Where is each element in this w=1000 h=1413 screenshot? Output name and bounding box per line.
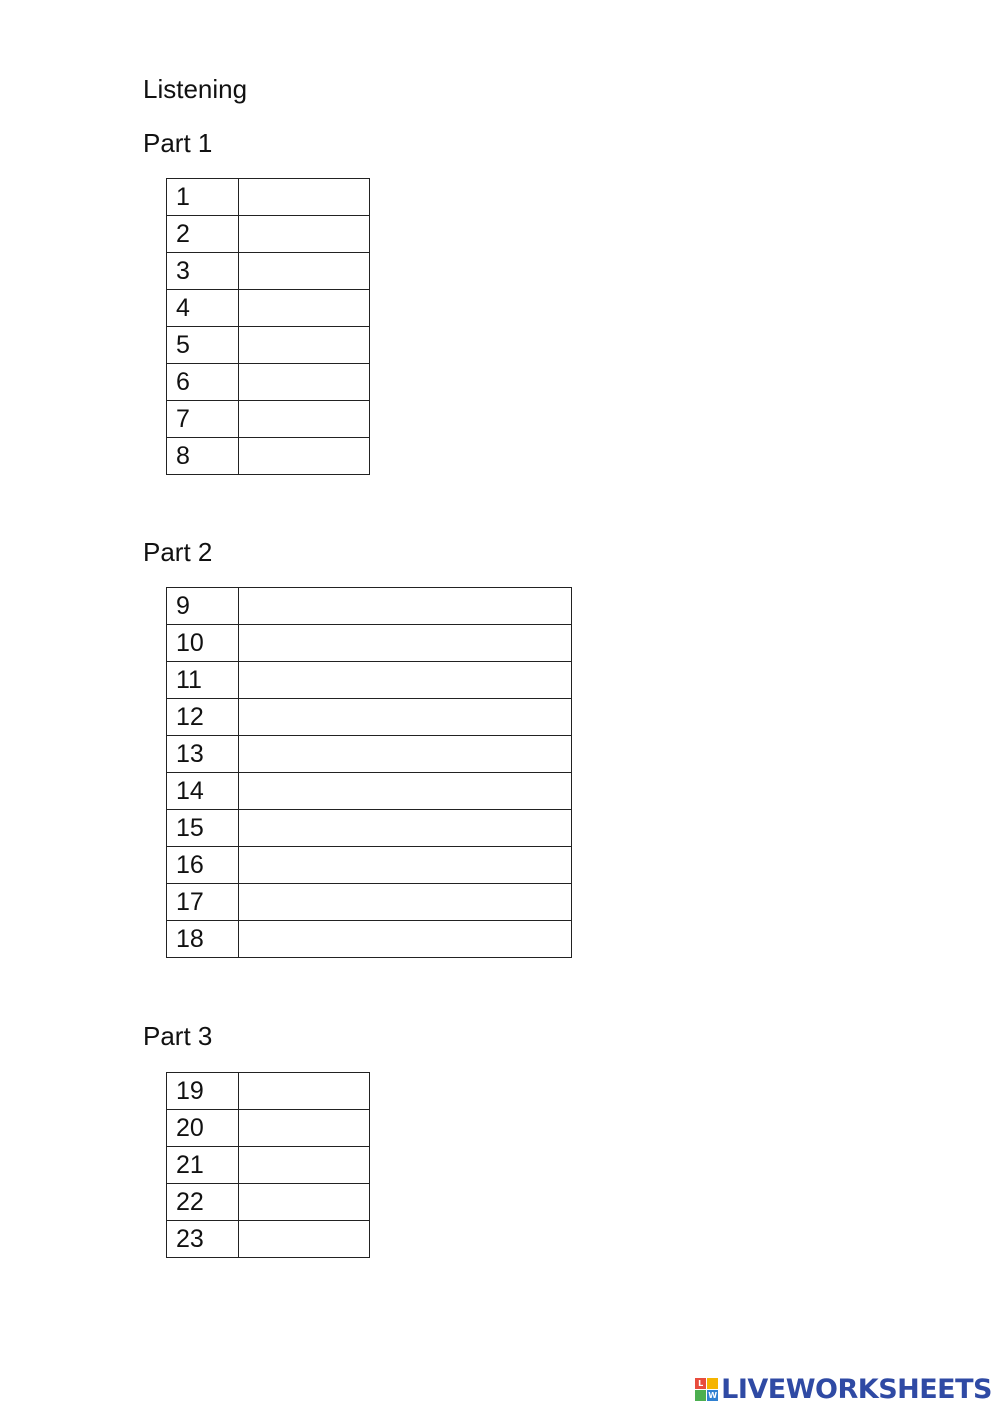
answer-cell[interactable] xyxy=(239,364,370,401)
question-number: 19 xyxy=(167,1073,239,1110)
question-number: 21 xyxy=(167,1147,239,1184)
question-number: 22 xyxy=(167,1184,239,1221)
table-row xyxy=(167,1147,370,1184)
question-number: 2 xyxy=(167,216,239,253)
question-number: 9 xyxy=(167,588,239,625)
logo-square xyxy=(695,1390,706,1401)
question-number: 5 xyxy=(167,327,239,364)
question-number: 16 xyxy=(167,847,239,884)
question-number: 1 xyxy=(167,179,239,216)
table-row xyxy=(167,588,572,625)
part-1-answer-table xyxy=(166,178,370,475)
answer-cell[interactable] xyxy=(239,662,572,699)
answer-cell[interactable] xyxy=(239,1184,370,1221)
question-number: 14 xyxy=(167,773,239,810)
part-2-heading: Part 2 xyxy=(143,537,213,567)
question-number: 15 xyxy=(167,810,239,847)
logo-square: W xyxy=(708,1391,718,1400)
question-number: 6 xyxy=(167,364,239,401)
table-row xyxy=(167,179,370,216)
answer-cell[interactable] xyxy=(239,921,572,958)
table-row xyxy=(167,810,572,847)
answer-cell[interactable] xyxy=(239,1147,370,1184)
answer-cell[interactable] xyxy=(239,884,572,921)
table-row xyxy=(167,1184,370,1221)
part-1-heading: Part 1 xyxy=(143,128,213,158)
table-row xyxy=(167,921,572,958)
question-number: 11 xyxy=(167,662,239,699)
table-row xyxy=(167,253,370,290)
answer-cell[interactable] xyxy=(239,625,572,662)
question-number: 10 xyxy=(167,625,239,662)
table-row xyxy=(167,662,572,699)
logo-square: L xyxy=(695,1378,706,1389)
answer-cell[interactable] xyxy=(239,327,370,364)
liveworksheets-brand xyxy=(695,1374,992,1405)
logo-square xyxy=(707,1378,718,1389)
answer-cell[interactable] xyxy=(239,773,572,810)
table-row xyxy=(167,438,370,475)
answer-cell[interactable] xyxy=(239,401,370,438)
table-row xyxy=(167,625,572,662)
table-row xyxy=(167,1073,370,1110)
question-number: 20 xyxy=(167,1110,239,1147)
part-3-heading: Part 3 xyxy=(143,1021,213,1051)
answer-cell[interactable] xyxy=(239,216,370,253)
question-number: 17 xyxy=(167,884,239,921)
table-row xyxy=(167,216,370,253)
question-number: 13 xyxy=(167,736,239,773)
table-row xyxy=(167,290,370,327)
table-row xyxy=(167,1110,370,1147)
answer-cell[interactable] xyxy=(239,699,572,736)
part-2-answer-table xyxy=(166,587,572,958)
question-number: 4 xyxy=(167,290,239,327)
answer-cell[interactable] xyxy=(239,290,370,327)
answer-cell[interactable] xyxy=(239,1221,370,1258)
question-number: 18 xyxy=(167,921,239,958)
table-row xyxy=(167,847,572,884)
page-title: Listening xyxy=(143,74,248,104)
answer-cell[interactable] xyxy=(239,588,572,625)
question-number: 3 xyxy=(167,253,239,290)
table-row xyxy=(167,884,572,921)
answer-cell[interactable] xyxy=(239,736,572,773)
answer-cell[interactable] xyxy=(239,1073,370,1110)
brand-wordmark: LIVEWORKSHEETS xyxy=(721,1374,992,1405)
answer-cell[interactable] xyxy=(239,847,572,884)
table-row xyxy=(167,773,572,810)
table-row xyxy=(167,401,370,438)
question-number: 12 xyxy=(167,699,239,736)
table-row xyxy=(167,736,572,773)
answer-cell[interactable] xyxy=(239,438,370,475)
answer-cell[interactable] xyxy=(239,1110,370,1147)
liveworksheets-logo-icon xyxy=(695,1378,718,1401)
table-row xyxy=(167,699,572,736)
answer-cell[interactable] xyxy=(239,179,370,216)
question-number: 23 xyxy=(167,1221,239,1258)
table-row xyxy=(167,364,370,401)
answer-cell[interactable] xyxy=(239,253,370,290)
table-row xyxy=(167,1221,370,1258)
question-number: 7 xyxy=(167,401,239,438)
answer-cell[interactable] xyxy=(239,810,572,847)
question-number: 8 xyxy=(167,438,239,475)
table-row xyxy=(167,327,370,364)
part-3-answer-table xyxy=(166,1072,370,1258)
